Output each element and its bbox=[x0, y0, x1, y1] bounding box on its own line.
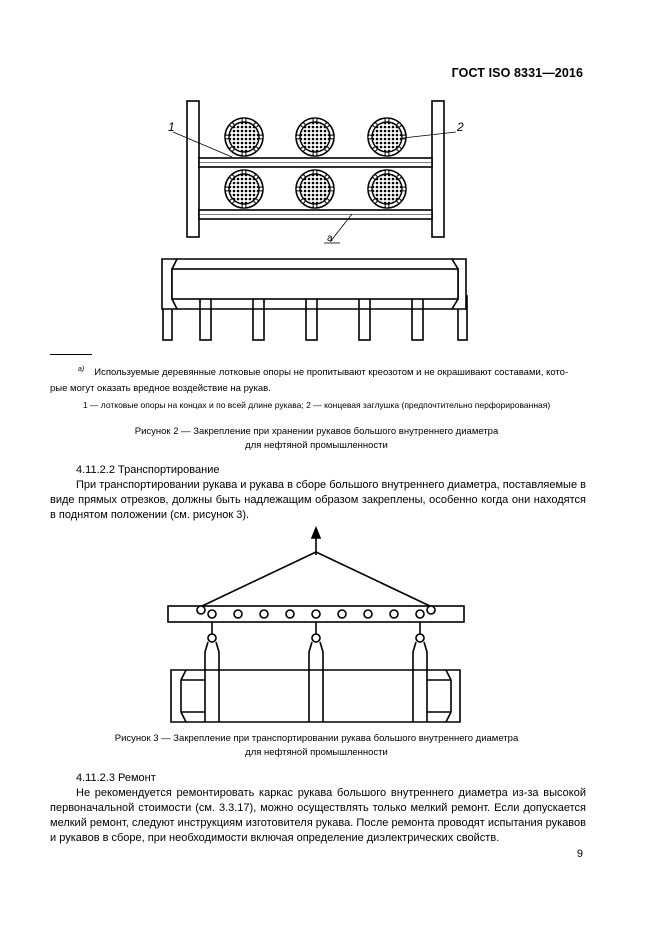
figure2-caption bbox=[50, 425, 583, 453]
footnote-marker: a) bbox=[78, 366, 85, 373]
page-number: 9 bbox=[576, 848, 583, 860]
footnote-text: Используемые деревянные лотковые опоры не пропитывают креозотом и не окрашивают составами, кото-рые могут оказать вредное воздействие на рукав. bbox=[50, 367, 569, 395]
footnote-separator bbox=[50, 354, 92, 355]
figure3-caption-line2: для нефтяной промышленности bbox=[245, 747, 388, 758]
section-text-4-11-2-2: При транспортировании рукава и рукава в сборе большого внутреннего диаметра, поставляемые в виде прямых отрезков, должны быть надлежащим образом закреплены, особенно когда они находятся в поднятом положении (см. рисунок 3). bbox=[50, 479, 586, 521]
document-header: ГОСТ ISO 8331—2016 bbox=[451, 66, 583, 80]
figure2-side-view bbox=[162, 259, 467, 340]
figure2-label-2: 2 bbox=[457, 120, 464, 134]
figure2-label-1: 1 bbox=[168, 120, 175, 134]
figure2-legend: 1 — лотковые опоры на концах и по всей длине рукава; 2 — концевая заглушка (предпочтительно перфорированная) bbox=[82, 400, 551, 410]
section-text-4-11-2-3: Не рекомендуется ремонтировать каркас рукава большого внутреннего диаметра из-за высокой первоначальной стоимости (см. 3.3.17), можно осуществлять только мелкий ремонт. Если допускается мелкий ремонт, следуют инструкциям изготовителя рукава. После ремонта проводят испытания рукавов и рукавов в сборе, при необходимости включая определение диэлектрических свойств. bbox=[50, 787, 586, 844]
figure2-label-a: a bbox=[327, 233, 333, 244]
section-heading-4-11-2-2: 4.11.2.2 Транспортирование bbox=[76, 464, 220, 476]
figure3-caption-line1: Рисунок 3 — Закрепление при транспортировании рукава большого внутреннего диаметра bbox=[114, 733, 519, 744]
figure2-footnote bbox=[50, 362, 583, 397]
figure3-lifting-drawing bbox=[168, 528, 464, 722]
figure2-caption-line1: Рисунок 2 — Закрепление при хранении рукавов большого внутреннего диаметра bbox=[134, 426, 499, 437]
figure3-caption bbox=[50, 732, 583, 760]
section-heading-4-11-2-3: 4.11.2.3 Ремонт bbox=[76, 772, 156, 784]
figure2-caption-line2: для нефтяной промышленности bbox=[245, 440, 388, 451]
